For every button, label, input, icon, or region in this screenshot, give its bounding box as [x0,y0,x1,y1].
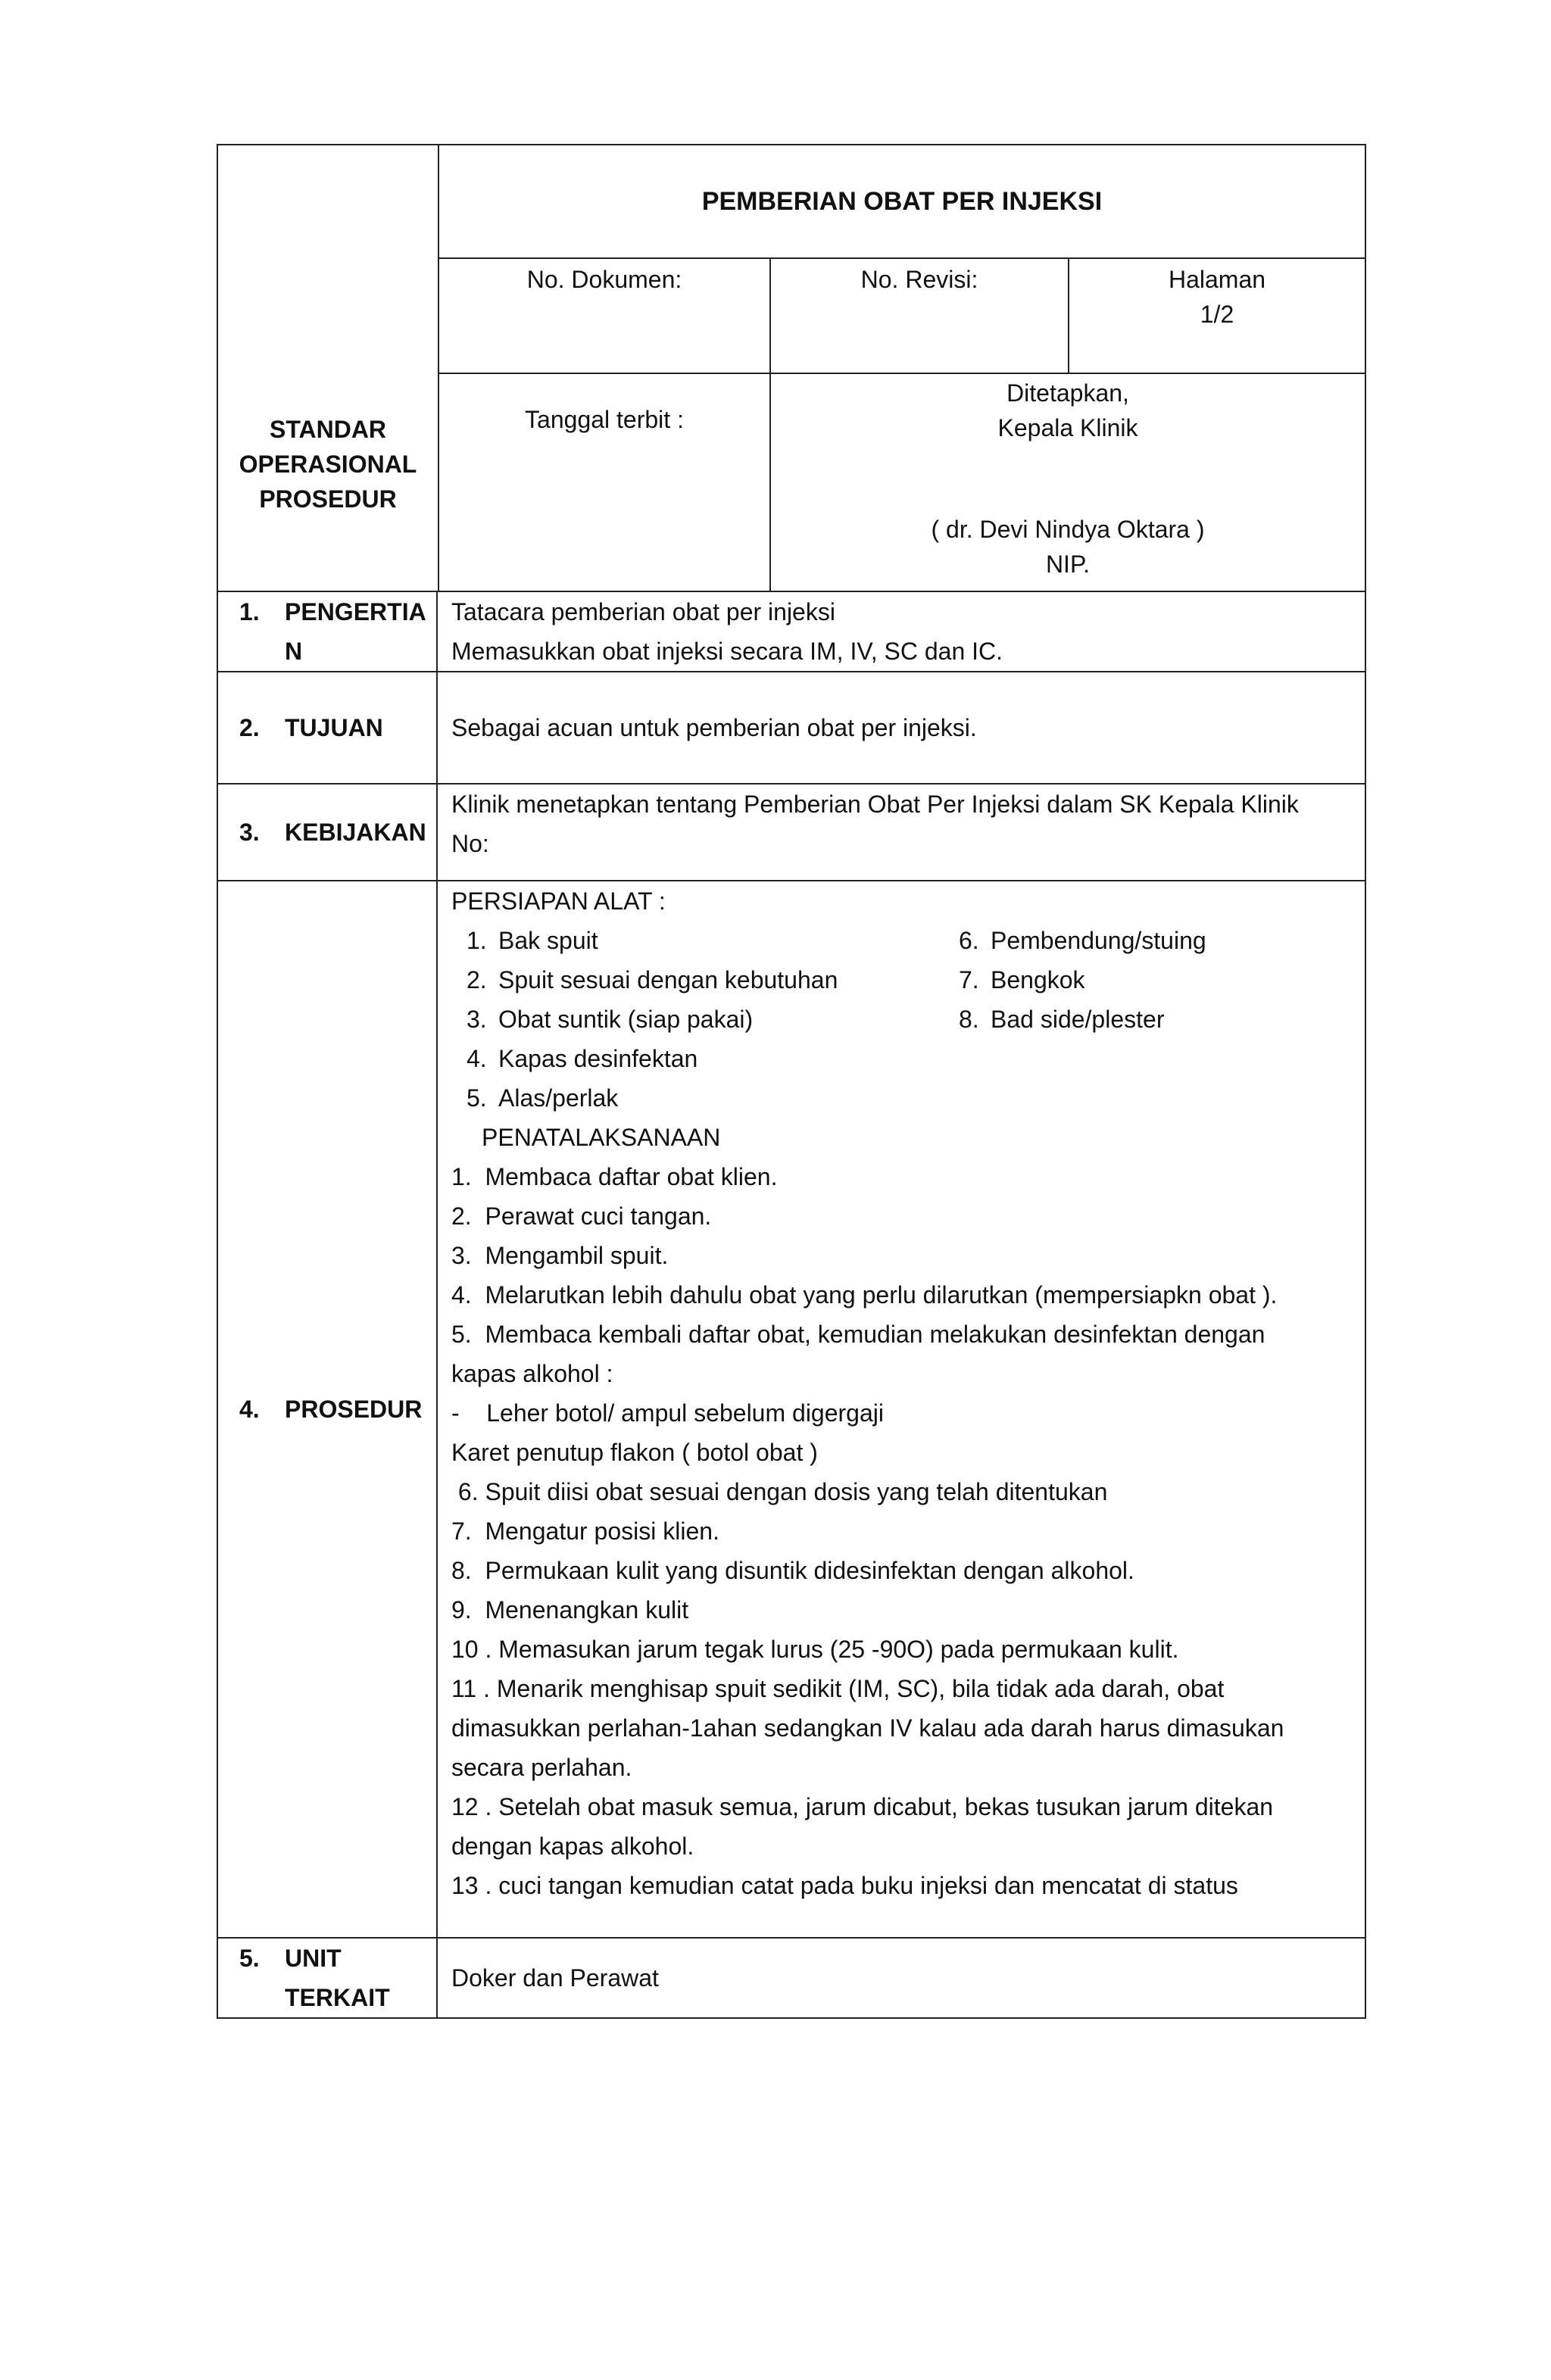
section-label: PROSEDUR [285,1396,423,1423]
section-kebijakan: 3. KEBIJAKAN Klinik menetapkan tentang Pemberian Obat Per Injeksi dalam SK Kepala Klinik No: [218,784,1365,881]
procedure-step: dengan kapas alkohol. [451,1833,694,1860]
section-label: TUJUAN [285,714,383,741]
nip-label: NIP. [1045,551,1091,578]
procedure-step: 7. Mengatur posisi klien. [451,1518,719,1545]
procedure-step: secara perlahan. [451,1754,632,1781]
procedure-step: 11 . Menarik menghisap spuit sedikit (IM, SC), bila tidak ada darah, obat [451,1675,1225,1702]
alat-item: 8. Bad side/plester [959,1006,1165,1033]
section-label: KEBIJAKAN [285,819,426,846]
procedure-steps [451,1157,1351,1905]
halaman: Halaman 1/2 [1168,266,1266,328]
logo-cell [218,145,439,591]
procedure-step: - Leher botol/ ampul sebelum digergaji [451,1399,884,1427]
tanggal-terbit: Tanggal terbit : [439,374,771,591]
section-label: UNIT [285,1945,342,1972]
procedure-step: 12 . Setelah obat masuk semua, jarum dicabut, bekas tusukan jarum ditekan [451,1793,1274,1820]
procedure-step: Karet penutup flakon ( botol obat ) [451,1439,818,1466]
alat-item: 4. Kapas desinfektan [467,1045,698,1072]
procedure-step: 13 . cuci tangan kemudian catat pada buku injeksi dan mencatat di status [451,1872,1238,1899]
alat-item: 5. Alas/perlak [467,1084,619,1112]
alat-item: 6. Pembendung/stuing [959,927,1206,954]
procedure-step: 4. Melarutkan lebih dahulu obat yang perlu dilarutkan (mempersiapkn obat ). [451,1281,1278,1309]
alat-item: 1. Bak spuit [467,927,598,954]
no-dokumen: No. Dokumen: [439,259,771,373]
no-revisi: No. Revisi: [771,259,1069,373]
section-unit-terkait: 5. UNIT TERKAIT Doker dan Perawat [218,1939,1365,2017]
approval-block: Ditetapkan, Kepala Klinik ( dr. Devi Nindya Oktara ) NIP. [771,374,1365,591]
alat-list [451,921,1351,1118]
procedure-step: 5. Membaca kembali daftar obat, kemudian melakukan desinfektan dengan [451,1321,1265,1348]
document-meta-row [439,259,1365,374]
section-label: PENGERTIA [285,598,426,625]
procedure-step: 2. Perawat cuci tangan. [451,1202,712,1230]
procedure-step: 3. Mengambil spuit. [451,1242,669,1269]
procedure-step: 8. Permukaan kulit yang disuntik didesinfektan dengan alkohol. [451,1557,1134,1584]
signatory-name: ( dr. Devi Nindya Oktara ) [931,516,1205,543]
procedure-step: kapas alkohol : [451,1360,613,1387]
procedure-step: 10 . Memasukan jarum tegak lurus (25 -90O) pada permukaan kulit. [451,1636,1179,1663]
procedure-step: dimasukkan perlahan-1ahan sedangkan IV kalau ada darah harus dimasukan [451,1714,1284,1742]
alat-item: 3. Obat suntik (siap pakai) [467,1006,754,1033]
sop-header [218,145,1365,592]
procedure-step: 9. Menenangkan kulit [451,1596,689,1624]
alat-item: 7. Bengkok [959,966,1085,993]
alat-item: 2. Spuit sesuai dengan kebutuhan [467,966,838,993]
signature-row [439,374,1365,591]
section-tujuan: 2. TUJUAN Sebagai acuan untuk pemberian obat per injeksi. [218,672,1365,784]
document-title: PEMBERIAN OBAT PER INJEKSI [439,145,1365,259]
section-prosedur: 4. PROSEDUR PERSIAPAN ALAT : 1. Bak spuit 2. Spuit sesuai dengan kebutuhan 3. Obat suntik (siap pakai) 4. Kapas desinfektan 5. Alas/perlak 6. Pembendung/stuing 7. Bengkok 8. Bad side/plester PENATALAKSANAAN 1. Membaca daftar obat klien. 2. Perawat cuci tangan. 3. Mengambil spuit. 4. Melarutkan lebih dahulu obat yang perlu dilarutkan (mempersiapkn obat ). 5. Membaca kembali daftar obat, kemudian melakukan desinfektan dengan kapas alkohol : - Leher botol/ ampul sebelum digergaji Karet penutup flakon ( botol obat ) 6. Spuit diisi obat sesuai dengan dosis yang telah ditentukan 7. Mengatur posisi klien. 8. Permukaan kulit yang disuntik didesinfektan dengan alkohol. 9. Menenangkan kulit 10 . Memasukan jarum tegak lurus (25 -90O) pada permukaan kulit. 11 . Menarik menghisap spuit sedikit (IM, SC), bila tidak ada darah, obat dimasukkan perlahan-1ahan sedangkan IV kalau ada darah harus dimasukan secara perlahan. 12 . Setelah obat masuk semua, jarum dicabut, bekas tusukan jarum ditekan dengan kapas alkohol. 13 . cuci tangan kemudian catat pada buku injeksi dan mencatat di status [218,881,1365,1939]
sop-label: STANDAR OPERASIONAL PROSEDUR [239,416,417,513]
persiapan-title: PERSIAPAN ALAT : [451,887,666,915]
sop-table [217,144,1366,2019]
penatalaksanaan-title: PENATALAKSANAAN [482,1124,721,1151]
procedure-step: 1. Membaca daftar obat klien. [451,1163,778,1190]
section-pengertian: 1. PENGERTIA N Tatacara pemberian obat per injeksi Memasukkan obat injeksi secara IM, IV, SC dan IC. [218,592,1365,672]
procedure-step: 6. Spuit diisi obat sesuai dengan dosis yang telah ditentukan [451,1478,1108,1505]
